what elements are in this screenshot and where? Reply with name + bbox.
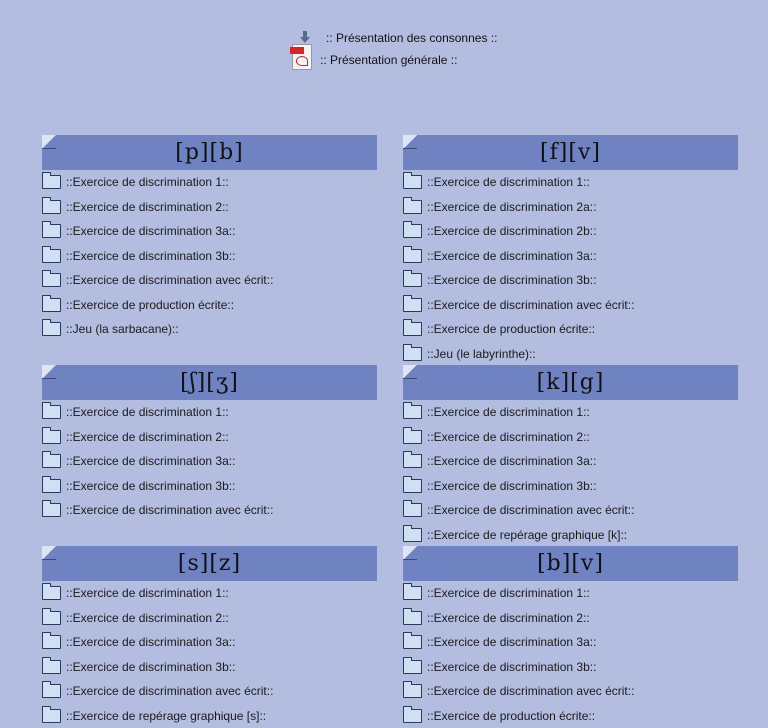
exercise-link[interactable] [42,268,377,293]
section-header [42,365,377,400]
exercise-label[interactable]: ::Exercice de discrimination 3a:: [66,454,235,468]
presentation-consonnes-link[interactable] [290,30,497,46]
presentation-generale-link[interactable] [290,52,497,68]
folder-icon[interactable] [403,430,422,444]
exercise-list [42,581,377,728]
folder-icon[interactable] [42,635,61,649]
folder-icon[interactable] [403,528,422,542]
folder-icon[interactable] [42,586,61,600]
folder-icon[interactable] [42,405,61,419]
section-f-v [403,135,738,366]
exercise-link[interactable] [42,704,377,728]
exercise-link[interactable] [403,606,738,631]
exercise-list [403,581,738,728]
folder-icon[interactable] [42,479,61,493]
section-title: [ʃ][ʒ] [180,370,239,395]
folder-icon[interactable] [42,503,61,517]
exercise-link[interactable] [403,498,738,523]
exercise-label[interactable]: ::Exercice de discrimination 1:: [66,175,229,189]
folder-icon[interactable] [42,660,61,674]
presentation-consonnes-label[interactable]: :: Présentation des consonnes :: [326,31,497,45]
exercise-list [42,400,377,523]
exercise-label[interactable]: ::Exercice de discrimination 3b:: [66,249,235,263]
exercise-link[interactable] [42,498,377,523]
exercise-label[interactable]: ::Exercice de discrimination 2a:: [427,200,596,214]
top-links [290,30,497,74]
folder-icon[interactable] [42,175,61,189]
exercise-label[interactable]: ::Exercice de discrimination 3a:: [427,454,596,468]
folder-icon[interactable] [42,224,61,238]
exercise-link[interactable] [403,400,738,425]
folder-icon[interactable] [403,684,422,698]
exercise-list [403,170,738,366]
exercise-label[interactable]: ::Exercice de discrimination 2b:: [427,224,596,238]
exercise-link[interactable] [403,581,738,606]
exercise-label[interactable]: ::Exercice de repérage graphique [s]:: [66,709,266,723]
folder-icon[interactable] [403,405,422,419]
section-header [403,135,738,170]
exercise-label[interactable]: ::Exercice de discrimination avec écrit:: [427,684,634,698]
folder-icon[interactable] [403,709,422,723]
section-header [42,546,377,581]
folder-icon[interactable] [403,586,422,600]
exercise-label[interactable]: ::Exercice de discrimination 2:: [66,430,229,444]
folder-icon[interactable] [403,249,422,263]
section-title: [k][g] [537,370,605,395]
exercise-link[interactable] [403,268,738,293]
corner-fold-icon [403,135,417,149]
corner-fold-icon [42,135,56,149]
exercise-label[interactable]: ::Jeu (le labyrinthe):: [427,347,536,361]
exercise-label[interactable]: ::Exercice de discrimination 3b:: [66,479,235,493]
exercise-label[interactable]: ::Exercice de discrimination 3a:: [427,249,596,263]
corner-fold-icon [42,546,56,560]
exercise-label[interactable]: ::Jeu (la sarbacane):: [66,322,179,336]
exercise-label[interactable]: ::Exercice de production écrite:: [66,298,234,312]
section-header [403,546,738,581]
exercise-link[interactable] [42,244,377,269]
exercise-link[interactable] [42,474,377,499]
folder-icon[interactable] [42,273,61,287]
download-arrow-icon [300,31,320,45]
section-sh-zh [42,365,377,523]
exercise-link[interactable] [42,655,377,680]
exercise-label[interactable]: ::Exercice de discrimination 3b:: [427,273,596,287]
presentation-generale-label[interactable]: :: Présentation générale :: [320,53,457,67]
exercise-label[interactable]: ::Exercice de discrimination avec écrit:: [427,298,634,312]
section-title: [s][z] [178,551,241,576]
folder-icon[interactable] [403,298,422,312]
exercise-list [403,400,738,547]
exercise-label[interactable]: ::Exercice de discrimination 3a:: [66,224,235,238]
exercise-link[interactable] [403,425,738,450]
exercise-link[interactable] [403,170,738,195]
exercise-link[interactable] [42,195,377,220]
folder-icon[interactable] [403,503,422,517]
exercise-link[interactable] [42,630,377,655]
exercise-link[interactable] [42,317,377,342]
exercise-link[interactable] [42,293,377,318]
folder-icon[interactable] [403,200,422,214]
folder-icon[interactable] [403,479,422,493]
folder-icon[interactable] [403,635,422,649]
folder-icon[interactable] [403,611,422,625]
exercise-link[interactable] [403,293,738,318]
exercise-label[interactable]: ::Exercice de discrimination avec écrit:: [66,273,273,287]
corner-fold-icon [42,365,56,379]
section-header [403,365,738,400]
exercise-link[interactable] [42,400,377,425]
section-k-g [403,365,738,547]
folder-icon[interactable] [42,249,61,263]
exercise-label[interactable]: ::Exercice de discrimination 2:: [66,611,229,625]
exercise-label[interactable]: ::Exercice de discrimination 3a:: [66,635,235,649]
folder-icon[interactable] [403,322,422,336]
folder-icon[interactable] [403,347,422,361]
exercise-link[interactable] [42,425,377,450]
folder-icon[interactable] [42,200,61,214]
exercise-link[interactable] [403,655,738,680]
exercise-label[interactable]: ::Exercice de production écrite:: [427,322,595,336]
exercise-link[interactable] [403,449,738,474]
exercise-link[interactable] [403,630,738,655]
exercise-link[interactable] [403,244,738,269]
exercise-label[interactable]: ::Exercice de discrimination 3b:: [427,479,596,493]
corner-fold-icon [403,546,417,560]
exercise-label[interactable]: ::Exercice de discrimination avec écrit:: [66,503,273,517]
exercise-link[interactable] [403,195,738,220]
section-b-v [403,546,738,728]
exercise-link[interactable] [403,219,738,244]
exercise-label[interactable]: ::Exercice de discrimination 3b:: [427,660,596,674]
folder-icon[interactable] [42,611,61,625]
exercise-link[interactable] [42,219,377,244]
folder-icon[interactable] [42,709,61,723]
exercise-link[interactable] [42,679,377,704]
exercise-link[interactable] [403,523,738,548]
exercise-label[interactable]: ::Exercice de discrimination avec écrit:: [427,503,634,517]
exercise-label[interactable]: ::Exercice de production écrite:: [427,709,595,723]
exercise-link[interactable] [42,581,377,606]
folder-icon[interactable] [403,454,422,468]
section-title: [p][b] [175,140,244,165]
exercise-label[interactable]: ::Exercice de discrimination 2:: [427,430,590,444]
pdf-icon[interactable] [290,44,312,70]
exercise-label[interactable]: ::Exercice de discrimination 3b:: [66,660,235,674]
exercise-label[interactable]: ::Exercice de discrimination 1:: [66,405,229,419]
exercise-label[interactable]: ::Exercice de discrimination 3a:: [427,635,596,649]
exercise-label[interactable]: ::Exercice de discrimination 1:: [427,586,590,600]
folder-icon[interactable] [42,430,61,444]
exercise-list [42,170,377,342]
exercise-link[interactable] [42,606,377,631]
exercise-label[interactable]: ::Exercice de discrimination 1:: [427,175,590,189]
exercise-label[interactable]: ::Exercice de discrimination 2:: [427,611,590,625]
folder-icon[interactable] [42,684,61,698]
exercise-label[interactable]: ::Exercice de discrimination 1:: [427,405,590,419]
exercise-label[interactable]: ::Exercice de discrimination 1:: [66,586,229,600]
folder-icon[interactable] [42,322,61,336]
folder-icon[interactable] [403,175,422,189]
folder-icon[interactable] [403,273,422,287]
exercise-link[interactable] [403,474,738,499]
exercise-link[interactable] [403,317,738,342]
exercise-link[interactable] [42,449,377,474]
section-title: [b][v] [537,551,604,576]
folder-icon[interactable] [403,660,422,674]
exercise-label[interactable]: ::Exercice de discrimination 2:: [66,200,229,214]
section-title: [f][v] [540,140,601,165]
section-s-z [42,546,377,728]
folder-icon[interactable] [42,298,61,312]
exercise-link[interactable] [403,704,738,728]
corner-fold-icon [403,365,417,379]
folder-icon[interactable] [42,454,61,468]
exercise-label[interactable]: ::Exercice de repérage graphique [k]:: [427,528,627,542]
section-header [42,135,377,170]
section-p-b [42,135,377,342]
exercise-link[interactable] [403,342,738,367]
exercise-link[interactable] [42,170,377,195]
folder-icon[interactable] [403,224,422,238]
exercise-label[interactable]: ::Exercice de discrimination avec écrit:: [66,684,273,698]
exercise-link[interactable] [403,679,738,704]
